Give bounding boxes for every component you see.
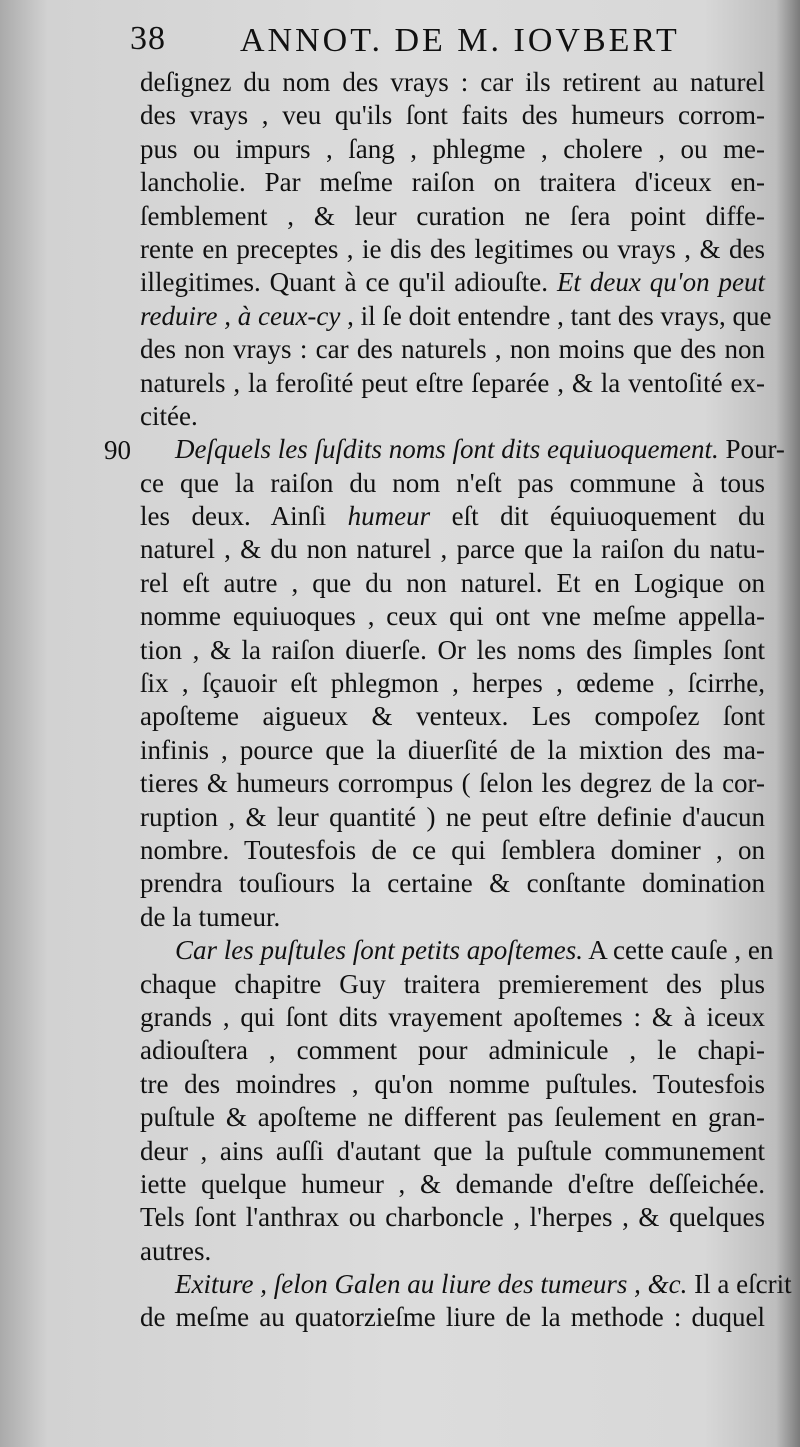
italic-quote: Car les puſtules ſont petits apoſtemes. — [175, 935, 583, 966]
text-run: ſix , ſçauoir eſt phlegmon , herpes , œdeme , ſcirrhe, — [140, 668, 765, 699]
text-line — [140, 901, 765, 934]
text-run: les deux. Ainſi — [140, 501, 348, 532]
text-line — [140, 667, 765, 700]
text-line — [140, 1068, 765, 1101]
text-run: deur , ains auſſi d'autant que la puſtule communement — [140, 1135, 765, 1166]
text-run: rel eſt autre , que du non naturel. Et en Logique on — [140, 567, 765, 598]
text-line — [140, 1034, 765, 1067]
text-run: de meſme au quatorzieſme liure de la methode : duquel — [140, 1302, 765, 1333]
text-run: deſignez du nom des vrays : car ils retirent au naturel — [140, 67, 765, 97]
text-line — [140, 734, 765, 767]
text-line — [140, 300, 772, 333]
text-run: nomme equiuoques , ceux qui ont vne meſme appella- — [140, 601, 765, 632]
text-line — [140, 1168, 765, 1201]
text-line — [140, 367, 765, 400]
text-line — [140, 1301, 765, 1334]
text-line — [140, 500, 765, 533]
text-line — [140, 867, 765, 900]
text-line — [140, 99, 765, 132]
page-number: 38 — [130, 20, 166, 57]
text-line — [140, 1268, 792, 1301]
text-run: des vrays , veu qu'ils ſont faits des humeurs corrom- — [140, 100, 765, 131]
text-run: A cette cauſe , en — [582, 935, 774, 966]
text-line — [140, 1235, 765, 1268]
text-run: infinis , pource que la diuerſité de la mixtion des ma- — [140, 734, 765, 765]
italic-quote: reduire , à ceux-cy — [140, 300, 341, 331]
page-header — [130, 14, 690, 64]
text-run: puſtule & apoſteme ne different pas ſeulement en gran- — [140, 1102, 765, 1133]
italic-quote: humeur — [347, 501, 431, 532]
text-run: naturels , la feroſité peut eſtre ſeparée , & la ventoſité ex- — [140, 367, 765, 398]
text-run: naturel , & du non naturel , parce que la raiſon du natu- — [140, 534, 765, 565]
text-line — [140, 233, 765, 266]
italic-quote: Exiture , ſelon Galen au liure des tumeurs , &c. — [175, 1269, 688, 1300]
text-run: grands , qui ſont dits vrayement apoſtemes : & à iceux — [140, 1001, 765, 1032]
text-run: Il a eſcrit — [687, 1269, 792, 1300]
text-line — [140, 200, 765, 233]
text-run: autres. — [140, 1235, 212, 1266]
text-line — [140, 467, 765, 500]
text-run: chaque chapitre Guy traitera premierement des plus — [140, 968, 765, 999]
text-line — [140, 934, 774, 967]
text-line — [140, 166, 765, 199]
text-run: apoſteme aigueux & venteux. Les compoſez ſont — [140, 701, 765, 732]
text-run: prendra touſiours la certaine & conſtante domination — [140, 868, 765, 899]
text-run: Pour- — [718, 434, 785, 465]
text-run: pus ou impurs , ſang , phlegme , cholere , ou me- — [140, 133, 765, 164]
text-run: ce que la raiſon du nom n'eſt pas commune à tous — [140, 467, 765, 498]
text-line — [140, 433, 785, 466]
text-line — [140, 333, 765, 366]
text-run: illegitimes. Quant à ce qu'il adiouſte. — [140, 267, 557, 298]
text-run: de la tumeur. — [140, 901, 281, 932]
text-line — [140, 1135, 765, 1168]
text-run: ſemblement , & leur curation ne ſera point diffe- — [140, 200, 765, 231]
text-line — [140, 968, 765, 1001]
text-line — [140, 600, 765, 633]
text-run: nombre. Toutesfois de ce qui ſemblera dominer , on — [140, 834, 765, 865]
text-run: tion , & la raiſon diuerſe. Or les noms des ſimples ſont — [140, 634, 765, 665]
text-run: lancholie. Par meſme raiſon on traitera d'iceux en- — [140, 167, 765, 198]
italic-quote: Et deux qu'on peut — [556, 267, 765, 298]
text-body — [140, 66, 792, 1335]
text-run: des non vrays : car des naturels , non moins que des non — [140, 334, 765, 365]
text-run: , il ſe doit entendre , tant des vrays, que — [340, 300, 772, 331]
text-run: eſt dit équiuoquement du — [430, 501, 765, 532]
text-line — [140, 1101, 765, 1134]
text-line — [140, 133, 765, 166]
text-run: adiouſtera , comment pour adminicule , le chapi- — [140, 1035, 765, 1066]
text-line — [140, 66, 765, 99]
text-run: tieres & humeurs corrompus ( ſelon les degrez de la cor- — [140, 768, 765, 799]
text-run: Tels ſont l'anthrax ou charboncle , l'herpes , & quelques — [140, 1202, 765, 1233]
text-run: rente en preceptes , ie dis des legitimes ou vrays , & des — [140, 233, 765, 264]
text-line — [140, 400, 765, 433]
text-line — [140, 1201, 765, 1234]
text-line — [140, 533, 765, 566]
text-line — [140, 1001, 765, 1034]
text-line — [140, 834, 765, 867]
text-line — [140, 801, 765, 834]
italic-quote: Deſquels les ſuſdits noms ſont dits equiuoquement. — [175, 434, 719, 465]
text-run: citée. — [140, 400, 198, 431]
text-line — [140, 266, 765, 299]
text-run: ruption , & leur quantité ) ne peut eſtre definie d'aucun — [140, 801, 765, 832]
text-run: tre des moindres , qu'on nomme puſtules. Toutesfois — [140, 1068, 765, 1099]
text-run: iette quelque humeur , & demande d'eſtre deſſeichée. — [140, 1168, 765, 1199]
running-head: ANNOT. DE M. IOVBERT — [240, 22, 680, 59]
text-line — [140, 634, 765, 667]
margin-section-number: 90 — [104, 435, 131, 466]
text-line — [140, 700, 765, 733]
text-line — [140, 567, 765, 600]
text-line — [140, 767, 765, 800]
